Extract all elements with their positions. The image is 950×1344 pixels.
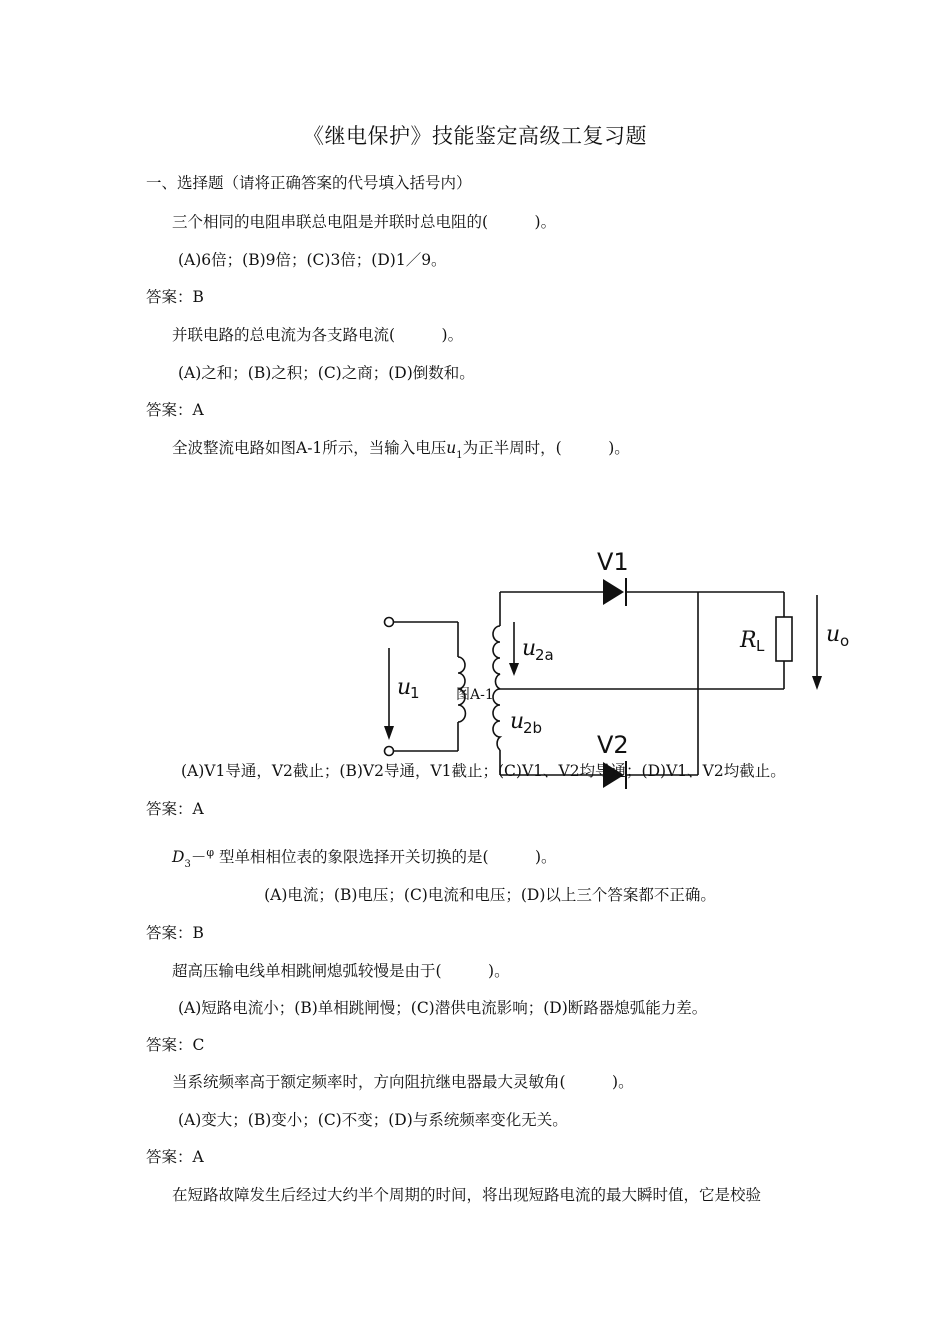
label-uo: u: [826, 622, 841, 647]
question-2-options: (A)之和；(B)之积；(C)之商；(D)倒数和。: [178, 364, 475, 382]
label-u2b-sub: 2b: [523, 719, 543, 737]
label-uo-sub: o: [840, 632, 850, 650]
question-4-options: (A)电流；(B)电压；(C)电流和电压；(D)以上三个答案都不正确。: [264, 886, 716, 904]
question-1-options: (A)6倍；(B)9倍；(C)3倍；(D)1／9。: [178, 251, 447, 269]
question-2-answer: 答案：A: [146, 401, 204, 419]
meter-phi: φ: [206, 846, 215, 859]
question-6-answer: 答案：A: [146, 1148, 204, 1166]
label-u1-sub: 1: [410, 684, 420, 702]
input-terminal-top: [385, 618, 394, 627]
figure-caption: 图A-1: [456, 687, 494, 703]
question-3-text-after: 为正半周时，( )。: [462, 439, 630, 457]
input-voltage-subscript: 1: [456, 450, 463, 461]
question-3-answer: 答案：A: [146, 800, 204, 818]
secondary-coil-upper: [493, 626, 500, 689]
question-2-text: 并联电路的总电流为各支路电流( )。: [172, 326, 464, 344]
question-5-answer: 答案：C: [146, 1036, 205, 1054]
label-u2b: u: [510, 709, 525, 734]
input-voltage-symbol: u: [446, 439, 457, 457]
load-resistor: [776, 617, 792, 661]
question-6-options: (A)变大；(B)变小；(C)不变；(D)与系统频率变化无关。: [178, 1111, 568, 1129]
question-4-text: [172, 843, 557, 875]
input-terminal-bottom: [385, 747, 394, 756]
question-1-answer: 答案：B: [146, 288, 204, 306]
question-7-text: 在短路故障发生后经过大约半个周期的时间，将出现短路电流的最大瞬时值，它是校验: [172, 1186, 762, 1204]
section-heading: 一、选择题（请将正确答案的代号填入括号内）: [146, 174, 472, 192]
diode-v1: [603, 579, 624, 605]
label-rl: R: [740, 628, 757, 653]
question-4-body: 型单相相位表的象限选择开关切换的是( )。: [214, 848, 557, 866]
label-u2a-sub: 2a: [535, 646, 554, 664]
question-5-options: (A)短路电流小；(B)单相跳闸慢；(C)潜供电流影响；(D)断路器熄弧能力差。: [178, 999, 708, 1017]
label-rl-sub: L: [756, 637, 765, 655]
question-4-answer: 答案：B: [146, 924, 204, 942]
secondary-coil-lower: [493, 689, 500, 750]
label-u2a: u: [522, 636, 537, 661]
question-5-text: 超高压输电线单相跳闸熄弧较慢是由于( )。: [172, 962, 510, 980]
label-v1: V1: [597, 548, 629, 576]
question-1-text: 三个相同的电阻串联总电阻是并联时总电阻的( )。: [172, 213, 557, 231]
question-6-text: 当系统频率高于额定频率时，方向阻抗继电器最大灵敏角( )。: [172, 1073, 634, 1091]
meter-dash: －: [190, 848, 207, 866]
label-u1: u: [397, 675, 412, 700]
label-v2: V2: [597, 731, 629, 759]
question-3-text-before: 全波整流电路如图A-1所示，当输入电压: [172, 439, 447, 457]
question-3-options: (A)V1导通，V2截止；(B)V2导通，V1截止；(C)V1、V2均导通；(D)V1、V2均截止。: [181, 762, 786, 780]
meter-prefix: D: [172, 848, 185, 866]
meter-prefix-subscript: 3: [184, 859, 191, 870]
document-title: 《继电保护》技能鉴定高级工复习题: [303, 124, 647, 148]
